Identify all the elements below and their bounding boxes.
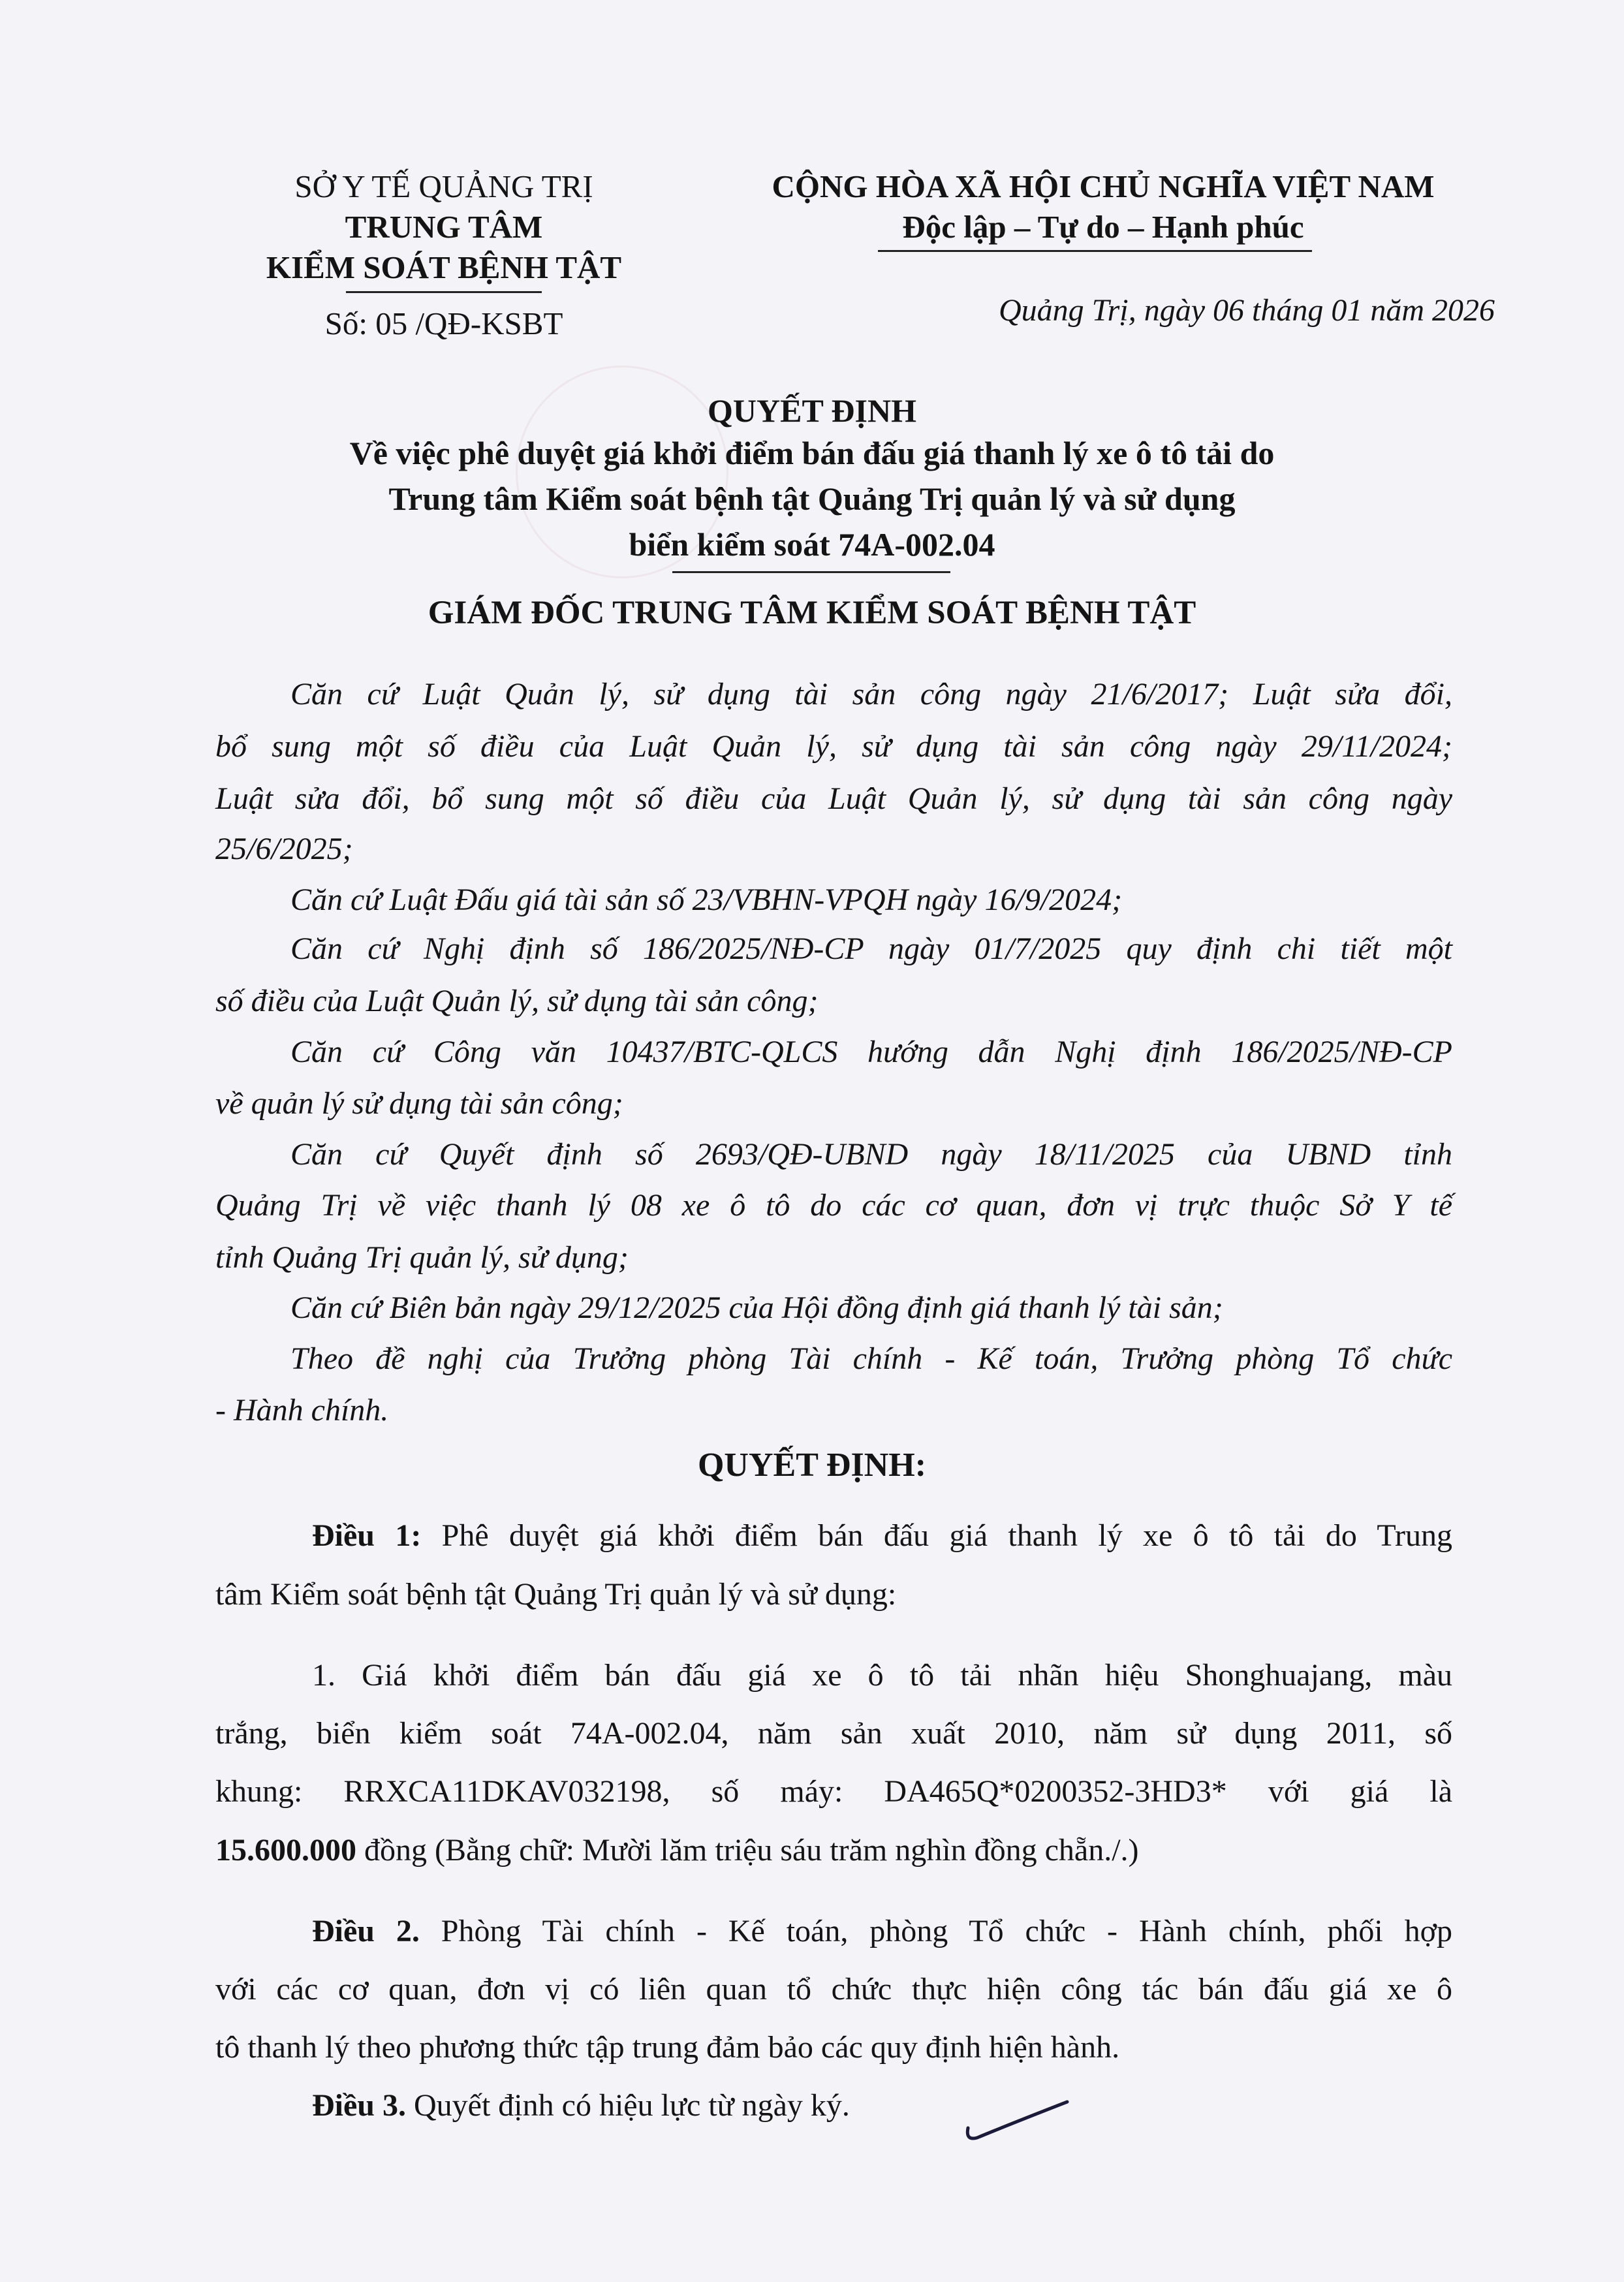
authority-heading: GIÁM ĐỐC TRUNG TÂM KIỂM SOÁT BỆNH TẬT bbox=[428, 595, 1196, 631]
article-1-label: Điều 1: bbox=[312, 1518, 422, 1553]
basis-line: Căn cứ Luật Đấu giá tài sản số 23/VBHN-VPQH ngày 16/9/2024; bbox=[290, 883, 1123, 917]
vehicle-item-line-4: 15.600.000 đồng (Bằng chữ: Mười lăm triệu sáu trăm nghìn đồng chẵn./.) bbox=[215, 1833, 1139, 1868]
basis-line: Căn cứ Biên bản ngày 29/12/2025 của Hội đồng định giá thanh lý tài sản; bbox=[290, 1290, 1223, 1325]
subject-underline bbox=[672, 571, 950, 573]
subject-line-1: Về việc phê duyệt giá khởi điểm bán đấu giá thanh lý xe ô tô tải do bbox=[349, 435, 1275, 471]
unit-name-line2: KIỂM SOÁT BỆNH TẬT bbox=[266, 249, 622, 285]
article-3-label: Điều 3. bbox=[312, 2088, 406, 2123]
vehicle-item-line-3: khung: RRXCA11DKAV032198, số máy: DA465Q*0200352-3HD3* với giá là bbox=[215, 1774, 1452, 1809]
article-2-label: Điều 2. bbox=[312, 1914, 420, 1948]
agency-name: SỞ Y TẾ QUẢNG TRỊ bbox=[294, 168, 593, 204]
basis-line: Căn cứ Công văn 10437/BTC-QLCS hướng dẫn Nghị định 186/2025/NĐ-CP bbox=[290, 1035, 1452, 1069]
article-2-line-3: tô thanh lý theo phương thức tập trung đảm bảo các quy định hiện hành. bbox=[215, 2030, 1120, 2065]
article-1-line-2: tâm Kiểm soát bệnh tật Quảng Trị quản lý và sử dụng: bbox=[215, 1577, 897, 1612]
subject-line-3: biển kiểm soát 74A-002.04 bbox=[629, 526, 995, 563]
basis-line: - Hành chính. bbox=[215, 1393, 389, 1428]
article-1-line-1: Điều 1: Phê duyệt giá khởi điểm bán đấu giá thanh lý xe ô tô tải do Trung bbox=[312, 1518, 1453, 1553]
article-2-line-1: Điều 2. Phòng Tài chính - Kế toán, phòng Tổ chức - Hành chính, phối hợp bbox=[312, 1914, 1452, 1948]
basis-line: Căn cứ Luật Quản lý, sử dụng tài sản công ngày 21/6/2017; Luật sửa đổi, bbox=[290, 677, 1452, 711]
left-header-underline bbox=[346, 291, 542, 293]
basis-line: Theo đề nghị của Trưởng phòng Tài chính - Kế toán, Trưởng phòng Tổ chức bbox=[290, 1341, 1452, 1376]
basis-line: Quảng Trị về việc thanh lý 08 xe ô tô do các cơ quan, đơn vị trực thuộc Sở Y tế bbox=[215, 1188, 1452, 1223]
national-motto: Độc lập – Tự do – Hạnh phúc bbox=[902, 209, 1304, 245]
basis-line: tỉnh Quảng Trị quản lý, sử dụng; bbox=[215, 1240, 629, 1275]
article-3-line-1: Điều 3. Quyết định có hiệu lực từ ngày ký. bbox=[312, 2088, 850, 2123]
basis-line: Căn cứ Quyết định số 2693/QĐ-UBND ngày 18/11/2025 của UBND tỉnh bbox=[290, 1137, 1452, 1172]
article-2-line-2: với các cơ quan, đơn vị có liên quan tổ chức thực hiện công tác bán đấu giá xe ô bbox=[215, 1972, 1452, 2007]
basis-line: 25/6/2025; bbox=[215, 832, 353, 866]
handwritten-initial-mark bbox=[963, 2092, 1074, 2151]
basis-line: số điều của Luật Quản lý, sử dụng tài sản công; bbox=[215, 984, 819, 1018]
subject-line-2: Trung tâm Kiểm soát bệnh tật Quảng Trị quản lý và sử dụng bbox=[388, 480, 1236, 517]
document-number: Số: 05 /QĐ-KSBT bbox=[324, 305, 563, 341]
vehicle-item-line-1: 1. Giá khởi điểm bán đấu giá xe ô tô tải nhãn hiệu Shonghuajang, màu bbox=[312, 1658, 1452, 1693]
unit-name-line1: TRUNG TÂM bbox=[345, 209, 543, 245]
place-and-date: Quảng Trị, ngày 06 tháng 01 năm 2026 bbox=[998, 293, 1495, 328]
republic-title: CỘNG HÒA XÃ HỘI CHỦ NGHĨA VIỆT NAM bbox=[772, 168, 1435, 204]
basis-line: về quản lý sử dụng tài sản công; bbox=[215, 1086, 623, 1121]
vehicle-item-line-2: trắng, biển kiểm soát 74A-002.04, năm sản xuất 2010, năm sử dụng 2011, số bbox=[215, 1716, 1452, 1751]
starting-price: 15.600.000 bbox=[215, 1833, 356, 1868]
basis-line: Căn cứ Nghị định số 186/2025/NĐ-CP ngày 01/7/2025 quy định chi tiết một bbox=[290, 931, 1452, 966]
basis-line: bổ sung một số điều của Luật Quản lý, sử dụng tài sản công ngày 29/11/2024; bbox=[215, 729, 1452, 764]
document-type-heading: QUYẾT ĐỊNH bbox=[708, 392, 916, 429]
decision-heading: QUYẾT ĐỊNH: bbox=[697, 1446, 927, 1484]
basis-line: Luật sửa đổi, bổ sung một số điều của Luật Quản lý, sử dụng tài sản công ngày bbox=[215, 781, 1452, 816]
motto-underline bbox=[878, 250, 1312, 252]
